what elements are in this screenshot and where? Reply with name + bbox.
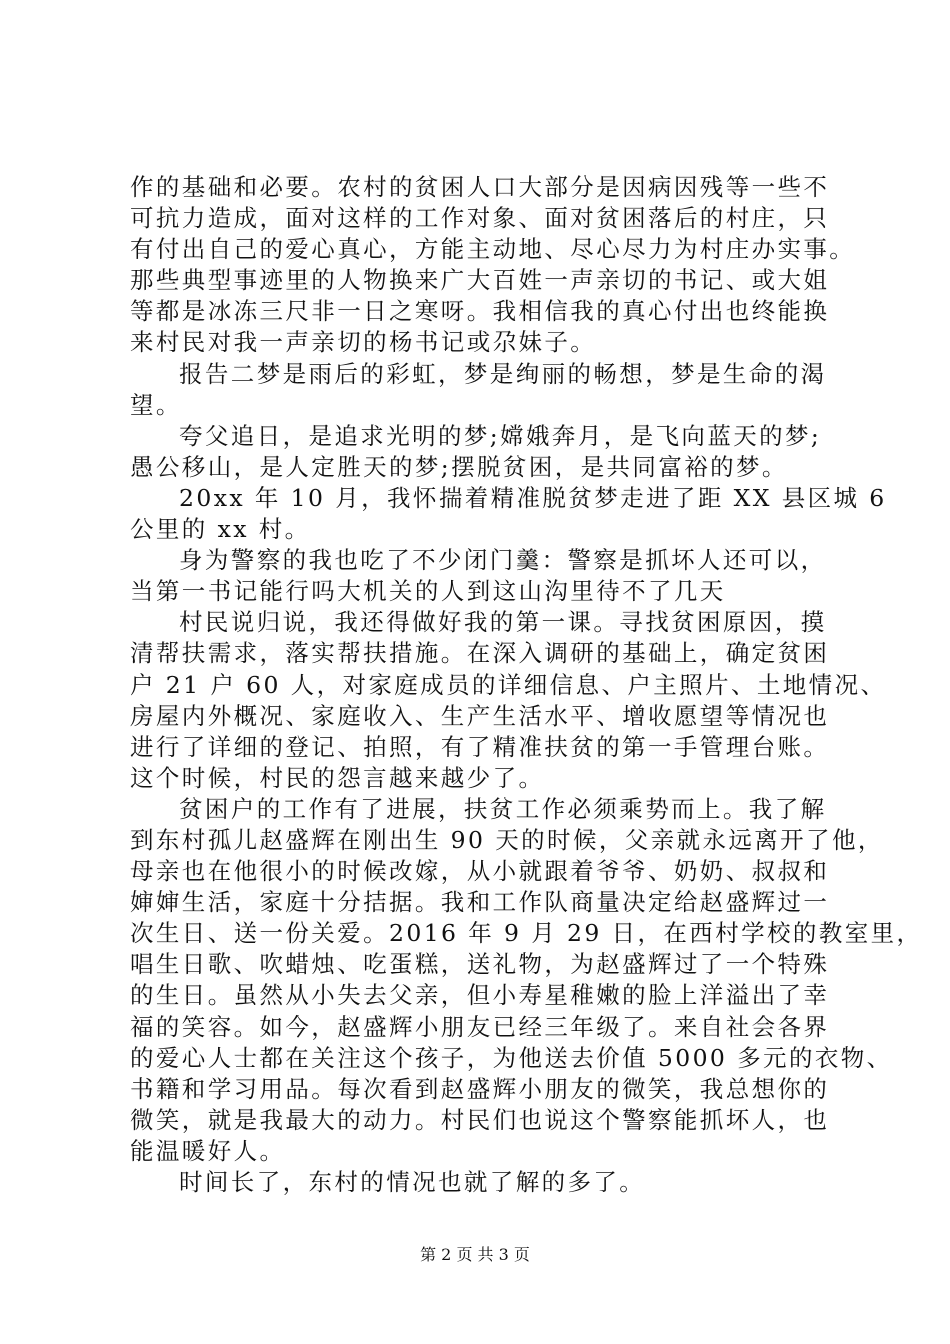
text-line: 来村民对我一声亲切的杨书记或尕妹子。 [130, 328, 597, 357]
text-line: 户 21 户 60 人，对家庭成员的详细信息、户主照片、土地情况、 [130, 670, 887, 699]
text-line: 20xx 年 10 月，我怀揣着精准脱贫梦走进了距 XX 县区城 6 [179, 483, 887, 512]
text-line: 书籍和学习用品。每次看到赵盛辉小朋友的微笑，我总想你的 [130, 1074, 830, 1103]
body-text [130, 172, 923, 1198]
text-line: 唱生日歌、吹蜡烛、吃蛋糕，送礼物，为赵盛辉过了一个特殊 [130, 950, 830, 979]
text-line: 的爱心人士都在关注这个孩子，为他送去价值 5000 多元的衣物、 [130, 1043, 893, 1072]
text-line: 当第一书记能行吗大机关的人到这山沟里待不了几天 [130, 577, 726, 606]
text-line: 进行了详细的登记、拍照，有了精准扶贫的第一手管理台账。 [130, 732, 830, 761]
text-line: 作的基础和必要。农村的贫困人口大部分是因病因残等一些不 [130, 173, 830, 201]
text-line: 可抗力造成，面对这样的工作对象、面对贫困落后的村庄，只 [130, 204, 830, 233]
text-line: 婶婶生活，家庭十分拮据。我和工作队商量决定给赵盛辉过一 [130, 888, 830, 917]
text-line: 村民说归说，我还得做好我的第一课。寻找贫困原因，摸 [179, 608, 827, 637]
text-line: 能温暖好人。 [130, 1136, 286, 1165]
text-line: 时间长了，东村的情况也就了解的多了。 [179, 1168, 646, 1196]
text-line: 清帮扶需求，落实帮扶措施。在深入调研的基础上，确定贫困 [130, 639, 830, 668]
text-line: 到东村孤儿赵盛辉在刚出生 90 天的时候，父亲就永远离开了他， [130, 825, 884, 854]
text-line: 望。 [130, 390, 182, 419]
text-line: 公里的 xx 村。 [130, 515, 311, 544]
text-line: 次生日、送一份关爱。2016 年 9 月 29 日，在西村学校的教室里， [130, 919, 923, 948]
text-line: 房屋内外概况、家庭收入、生产生活水平、增收愿望等情况也 [130, 701, 830, 730]
text-line: 福的笑容。如今，赵盛辉小朋友已经三年级了。来自社会各界 [130, 1012, 830, 1041]
text-line: 的生日。虽然从小失去父亲，但小寿星稚嫩的脸上洋溢出了幸 [130, 981, 830, 1010]
text-line: 这个时候，村民的怨言越来越少了。 [130, 763, 545, 792]
text-line: 有付出自己的爱心真心，方能主动地、尽心尽力为村庄办实事。 [130, 235, 856, 264]
text-line: 等都是冰冻三尺非一日之寒呀。我相信我的真心付出也终能换 [130, 297, 830, 326]
text-line: 那些典型事迹里的人物换来广大百姓一声亲切的书记、或大姐 [130, 266, 830, 295]
text-line: 身为警察的我也吃了不少闭门羹：警察是抓坏人还可以， [179, 546, 827, 575]
text-line: 愚公移山，是人定胜天的梦;摆脱贫困，是共同富裕的梦。 [130, 452, 788, 481]
text-line: 报告二梦是雨后的彩虹，梦是绚丽的畅想，梦是生命的渴 [179, 359, 827, 388]
page-footer: 第 2 页 共 3 页 [420, 1245, 530, 1264]
text-line: 母亲也在他很小的时候改嫁，从小就跟着爷爷、奶奶、叔叔和 [130, 857, 830, 886]
text-line: 贫困户的工作有了进展，扶贫工作必须乘势而上。我了解 [179, 794, 827, 823]
text-line: 微笑，就是我最大的动力。村民们也说这个警察能抓坏人，也 [130, 1105, 830, 1134]
text-line: 夸父追日，是追求光明的梦;嫦娥奔月，是飞向蓝天的梦; [179, 421, 822, 450]
